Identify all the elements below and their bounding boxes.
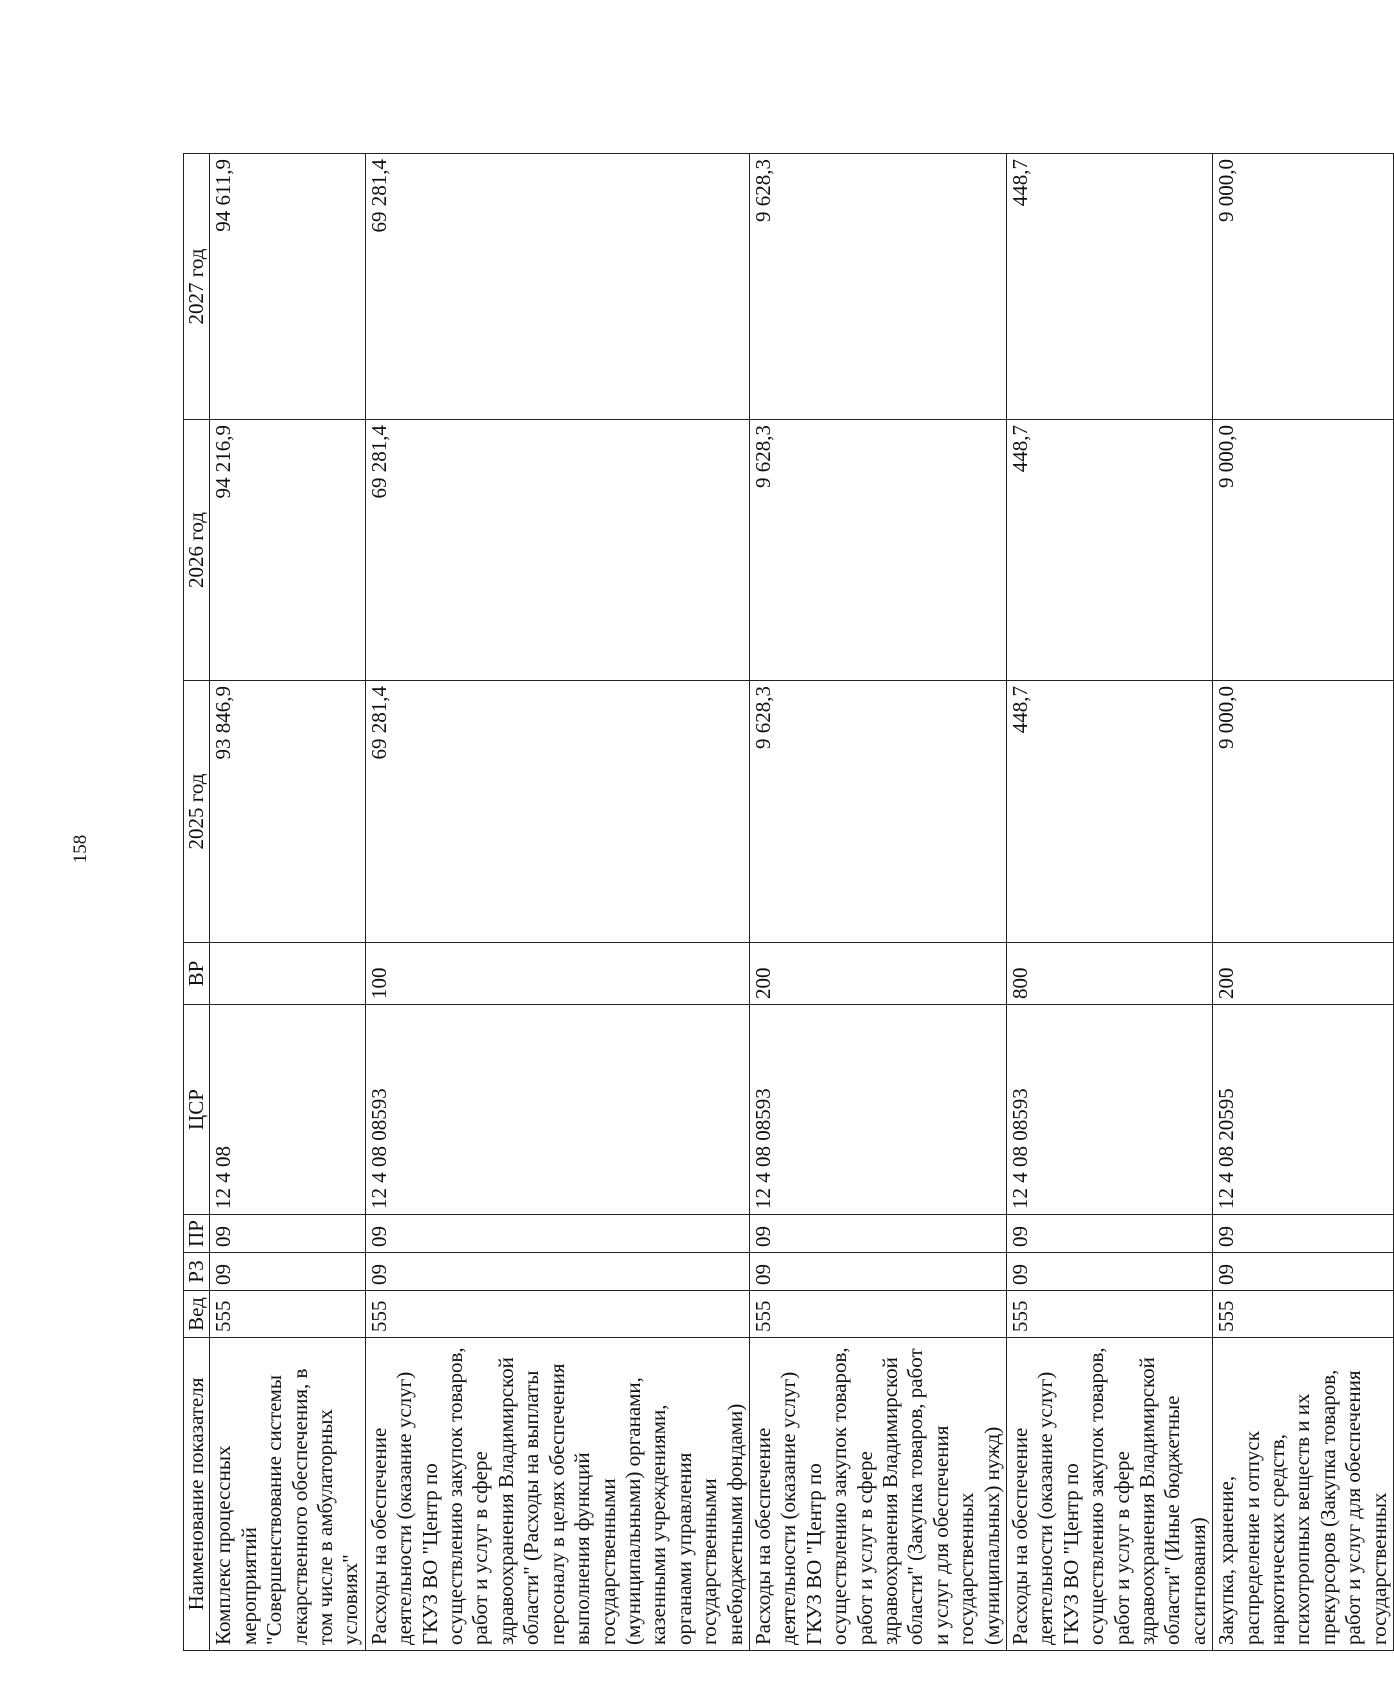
row-vr	[209, 942, 364, 1004]
table-row	[749, 153, 1006, 1650]
header-pr: ПР	[183, 1214, 209, 1252]
row-ved: 555	[1006, 1290, 1212, 1337]
row-pr: 09	[1006, 1214, 1212, 1252]
header-rz: РЗ	[183, 1252, 209, 1290]
row-pr: 09	[365, 1214, 749, 1252]
row-rz: 09	[209, 1252, 364, 1290]
row-vr: 200	[749, 942, 1006, 1004]
row-2025: 69 281,4	[365, 680, 749, 942]
row-2027: 94 611,9	[209, 153, 364, 419]
row-pr: 09	[749, 1214, 1006, 1252]
row-csr: 12 4 08 08593	[749, 1004, 1006, 1214]
row-csr: 12 4 08	[209, 1004, 364, 1214]
header-2027: 2027 год	[183, 153, 209, 419]
row-name: Комплекс процессных мероприятий "Совершенствование системы лекарственного обеспечения, в том числе в амбулаторных условиях"	[209, 1337, 364, 1650]
row-vr: 200	[1212, 942, 1393, 1004]
row-ved: 555	[365, 1290, 749, 1337]
header-name: Наименование показателя	[183, 1337, 209, 1650]
row-rz: 09	[1006, 1252, 1212, 1290]
row-name: Расходы на обеспечение деятельности (оказание услуг) ГКУЗ ВО "Центр по осуществлению закупок товаров, работ и услуг в сфере здравоохранения Владимирской области" (Иные бюджетные ассигнования)	[1006, 1337, 1212, 1650]
row-2027: 9 628,3	[749, 153, 1006, 419]
row-rz: 09	[1212, 1252, 1393, 1290]
row-pr: 09	[1212, 1214, 1393, 1252]
row-rz: 09	[749, 1252, 1006, 1290]
header-vr: ВР	[183, 942, 209, 1004]
row-csr: 12 4 08 08593	[365, 1004, 749, 1214]
table-row	[1212, 153, 1393, 1650]
row-rz: 09	[365, 1252, 749, 1290]
table-wrapper	[183, 154, 1391, 1651]
row-2025: 448,7	[1006, 680, 1212, 942]
row-2026: 94 216,9	[209, 419, 364, 680]
row-2027: 69 281,4	[365, 153, 749, 419]
row-name: Расходы на обеспечение деятельности (оказание услуг) ГКУЗ ВО "Центр по осуществлению закупок товаров, работ и услуг в сфере здравоохранения Владимирской области" (Расходы на выплаты персоналу в целях обеспечения выполнения функций государственными (муниципальными) органами, казенными учреждениями, органами управления государственными внебюджетными фондами)	[365, 1337, 749, 1650]
row-2026: 69 281,4	[365, 419, 749, 680]
row-2025: 9 000,0	[1212, 680, 1393, 942]
row-csr: 12 4 08 08593	[1006, 1004, 1212, 1214]
row-ved: 555	[209, 1290, 364, 1337]
row-name: Расходы на обеспечение деятельности (оказание услуг) ГКУЗ ВО "Центр по осуществлению закупок товаров, работ и услуг в сфере здравоохранения Владимирской области" (Закупка товаров, работ и услуг для обеспечения государственных (муниципальных) нужд)	[749, 1337, 1006, 1650]
table-row	[1006, 153, 1212, 1650]
row-2026: 9 628,3	[749, 419, 1006, 680]
row-2025: 9 628,3	[749, 680, 1006, 942]
row-vr: 100	[365, 942, 749, 1004]
row-2027: 9 000,0	[1212, 153, 1393, 419]
row-vr: 800	[1006, 942, 1212, 1004]
row-ved: 555	[749, 1290, 1006, 1337]
header-csr: ЦСР	[183, 1004, 209, 1214]
row-csr: 12 4 08 20595	[1212, 1004, 1393, 1214]
row-2025: 93 846,9	[209, 680, 364, 942]
row-2026: 9 000,0	[1212, 419, 1393, 680]
budget-table	[183, 153, 1394, 1651]
row-pr: 09	[209, 1214, 364, 1252]
table-row	[209, 153, 364, 1650]
header-ved: Вед	[183, 1290, 209, 1337]
header-2025: 2025 год	[183, 680, 209, 942]
page-number: 158	[70, 834, 91, 864]
row-name: Закупка, хранение, распределение и отпуск наркотических средств, психотропных веществ и их прекурсоров (Закупка товаров, работ и услуг для обеспечения государственных	[1212, 1337, 1393, 1650]
header-row	[183, 153, 209, 1650]
row-2027: 448,7	[1006, 153, 1212, 419]
row-ved: 555	[1212, 1290, 1393, 1337]
table-row	[365, 153, 749, 1650]
header-2026: 2026 год	[183, 419, 209, 680]
row-2026: 448,7	[1006, 419, 1212, 680]
